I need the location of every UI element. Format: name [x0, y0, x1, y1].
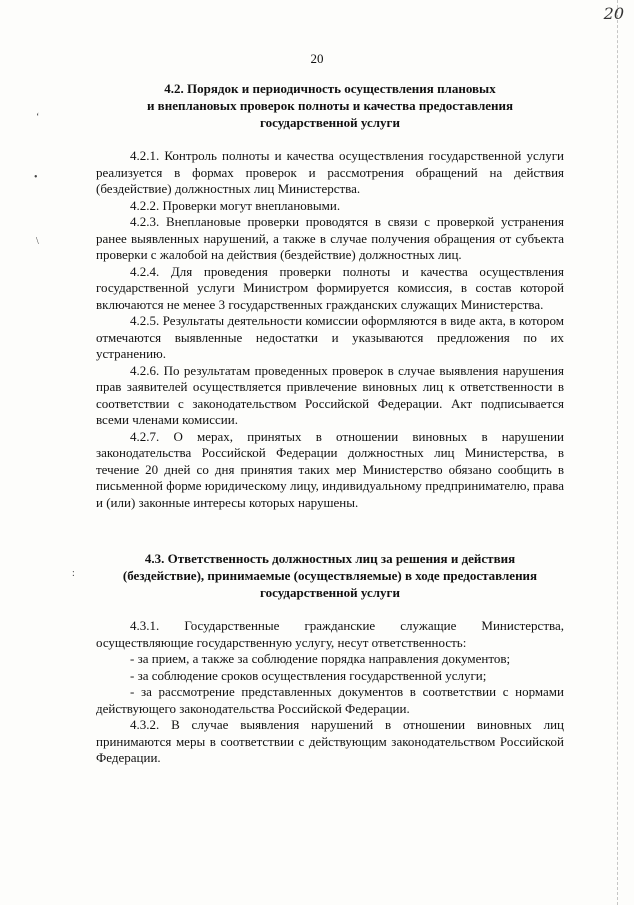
- scan-speck: ‘: [36, 112, 40, 123]
- section-4-2-body: [96, 148, 564, 511]
- list-item: - за рассмотрение представленных документов в соответствии с нормами действующего законодательства Российской Федерации.: [96, 684, 564, 716]
- list-item: - за соблюдение сроков осуществления государственной услуги;: [130, 667, 487, 683]
- list-item: - за прием, а также за соблюдение порядка направления документов;: [130, 651, 511, 666]
- heading-line: и внеплановых проверок полноты и качества предоставления: [146, 98, 514, 113]
- page-number: 20: [310, 51, 324, 66]
- paragraph-4-2-1: 4.2.1. Контроль полноты и качества осуществления государственной услуги реализуется в формах проверок и рассмотрения обращений на действия (бездействие) должностных лиц Министерства.: [96, 148, 564, 196]
- scan-speck: :: [72, 568, 75, 579]
- heading-line: 4.3. Ответственность должностных лиц за решения и действия: [144, 551, 516, 566]
- paragraph-4-3-1: 4.3.1. Государственные гражданские служащие Министерства, осуществляющие государственную услугу, несут ответственность:: [96, 618, 564, 650]
- heading-line: государственной услуги: [260, 115, 400, 130]
- section-4-3-body: [96, 618, 564, 767]
- handwritten-page-number: 20: [603, 4, 624, 23]
- paragraph-4-2-3: 4.2.3. Внеплановые проверки проводятся в связи с проверкой устранения ранее выявленных нарушений, а также в случае получения обращения от субъекта проверки с жалобой на действия (бездействие) должностных лиц.: [96, 214, 564, 262]
- section-4-2-heading: [96, 80, 564, 131]
- paragraph-4-3-2: 4.3.2. В случае выявления нарушений в отношении виновных лиц принимаются меры в соответствии с действующим законодательством Российской Федерации.: [96, 717, 564, 765]
- heading-line: государственной услуги: [260, 585, 400, 600]
- paragraph-4-2-2: 4.2.2. Проверки могут внеплановыми.: [130, 197, 341, 213]
- paragraph-4-2-6: 4.2.6. По результатам проведенных проверок в случае выявления нарушения прав заявителей осуществляется привлечение виновных лиц к ответственности в соответствии с законодательством Российской Федерации. Акт подписывается всеми членами комиссии.: [96, 362, 564, 427]
- heading-line: (бездействие), принимаемые (осуществляемые) в ходе предоставления: [122, 568, 538, 583]
- heading-line: 4.2. Порядок и периодичность осуществления плановых: [164, 81, 496, 96]
- paragraph-4-2-5: 4.2.5. Результаты деятельности комиссии оформляются в виде акта, в котором отмечаются выявленные недостатки и указываются предложения по их устранению.: [96, 313, 564, 361]
- paragraph-4-2-4: 4.2.4. Для проведения проверки полноты и качества осуществления государственной услуги Министром формируется комиссия, в состав которой включаются не менее 3 государственных гражданских служащих Министерства.: [96, 263, 564, 312]
- paragraph-4-2-7: 4.2.7. О мерах, принятых в отношении виновных в нарушении законодательства Российской Федерации должностных лиц Министерства, в течение 20 дней со дня принятия таких мер Министерство обязано сообщить в письменной форме юридическому лицу, индивидуальному предпринимателю, права и (или) законные интересы которых нарушены.: [96, 428, 564, 510]
- scan-edge-line: [616, 0, 618, 905]
- scan-speck: •: [34, 172, 38, 183]
- scan-speck: \: [36, 236, 39, 247]
- section-4-3-heading: [96, 550, 564, 601]
